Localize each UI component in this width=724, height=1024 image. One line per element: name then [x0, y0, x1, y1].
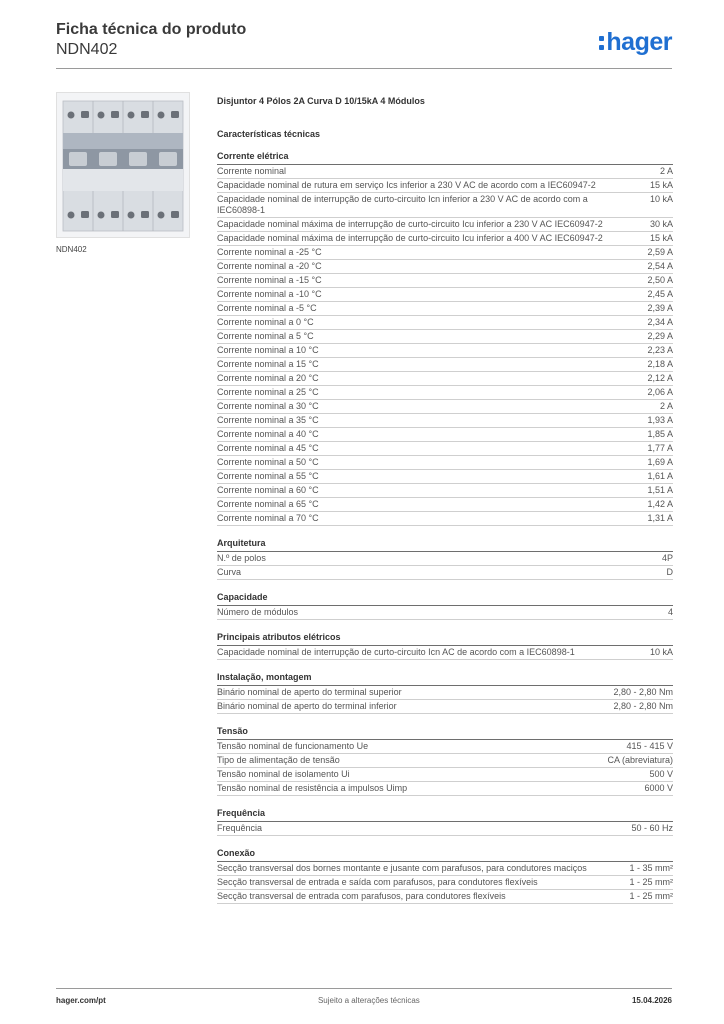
spec-row [217, 274, 673, 288]
spec-label: Corrente nominal a -25 °C [217, 247, 322, 257]
spec-row [217, 232, 673, 246]
spec-groups [217, 151, 673, 904]
spec-row [217, 470, 673, 484]
spec-value: 10 kA [649, 647, 673, 657]
spec-label: Corrente nominal a 5 °C [217, 331, 314, 341]
spec-row [217, 876, 673, 890]
footer-note: Sujeito a alterações técnicas [317, 996, 420, 1005]
spec-value: 2,29 A [647, 331, 673, 341]
product-image [56, 92, 190, 238]
spec-label: N.º de polos [217, 553, 266, 563]
spec-group [217, 848, 673, 904]
logo-dots-icon [599, 36, 604, 50]
spec-value: 15 kA [649, 233, 673, 243]
spec-group-title: Frequência [217, 808, 673, 822]
spec-label: Binário nominal de aperto do terminal inferior [217, 701, 397, 711]
spec-value: 2,23 A [647, 345, 673, 355]
spec-row [217, 552, 673, 566]
spec-label: Corrente nominal a 45 °C [217, 443, 319, 453]
spec-group [217, 632, 673, 660]
spec-label: Secção transversal dos bornes montante e jusante com parafusos, para condutores maciços [217, 863, 587, 873]
spec-value: 500 V [649, 769, 673, 779]
spec-row [217, 498, 673, 512]
spec-row [217, 344, 673, 358]
spec-row [217, 193, 673, 218]
spec-group-title: Capacidade [217, 592, 673, 606]
spec-label: Corrente nominal a 40 °C [217, 429, 319, 439]
spec-value: 1,61 A [647, 471, 673, 481]
spec-row [217, 740, 673, 754]
spec-label: Corrente nominal a -10 °C [217, 289, 322, 299]
spec-label: Capacidade nominal de interrupção de curto-circuito Icn inferior a 230 V AC de acordo com a IEC60898-1 [217, 194, 588, 215]
spec-row [217, 484, 673, 498]
spec-row [217, 260, 673, 274]
spec-label: Corrente nominal a 50 °C [217, 457, 319, 467]
spec-label: Corrente nominal a -15 °C [217, 275, 322, 285]
spec-row [217, 822, 673, 836]
spec-row [217, 288, 673, 302]
spec-label: Corrente nominal a -20 °C [217, 261, 322, 271]
hager-logo [599, 28, 672, 57]
spec-label: Corrente nominal a 30 °C [217, 401, 319, 411]
spec-label: Tensão nominal de isolamento Ui [217, 769, 350, 779]
footer-date: 15.04.2026 [631, 996, 672, 1005]
spec-row [217, 456, 673, 470]
spec-group-title: Corrente elétrica [217, 151, 673, 165]
spec-row [217, 316, 673, 330]
spec-value: 4P [661, 553, 673, 563]
spec-label: Secção transversal de entrada e saída com parafusos, para condutores flexíveis [217, 877, 538, 887]
product-title: Disjuntor 4 Pólos 2A Curva D 10/15kA 4 Módulos [217, 96, 425, 106]
spec-value: 1,77 A [647, 443, 673, 453]
spec-row [217, 646, 673, 660]
spec-value: 2,50 A [647, 275, 673, 285]
spec-label: Corrente nominal a 20 °C [217, 373, 319, 383]
spec-value: 2,12 A [647, 373, 673, 383]
spec-value: 1,69 A [647, 457, 673, 467]
spec-label: Corrente nominal a 70 °C [217, 513, 319, 523]
image-caption: NDN402 [56, 245, 87, 254]
spec-value: 1 - 35 mm² [629, 863, 673, 873]
spec-row [217, 442, 673, 456]
spec-label: Corrente nominal a 55 °C [217, 471, 319, 481]
spec-group [217, 808, 673, 836]
spec-row [217, 754, 673, 768]
spec-row [217, 890, 673, 904]
spec-group-title: Instalação, montagem [217, 672, 673, 686]
spec-row [217, 372, 673, 386]
spec-row [217, 700, 673, 714]
spec-value: 2 A [659, 401, 673, 411]
spec-row [217, 165, 673, 179]
spec-row [217, 566, 673, 580]
spec-value: 1,42 A [647, 499, 673, 509]
spec-group-title: Arquitetura [217, 538, 673, 552]
spec-label: Tensão nominal de funcionamento Ue [217, 741, 369, 751]
spec-value: 2,18 A [647, 359, 673, 369]
spec-row [217, 782, 673, 796]
spec-label: Capacidade nominal de interrupção de curto-circuito Icn AC de acordo com a IEC60898-1 [217, 647, 575, 657]
spec-label: Frequência [217, 823, 263, 833]
spec-value: CA (abreviatura) [607, 755, 673, 765]
spec-value: 2,34 A [647, 317, 673, 327]
spec-row [217, 179, 673, 193]
spec-label: Secção transversal de entrada com parafusos, para condutores flexíveis [217, 891, 506, 901]
spec-label: Número de módulos [217, 607, 299, 617]
footer-divider [56, 988, 672, 989]
spec-label: Capacidade nominal máxima de interrupção de curto-circuito Icu inferior a 230 V AC IEC60947-2 [217, 219, 603, 229]
spec-value: 2,54 A [647, 261, 673, 271]
spec-label: Tensão nominal de resistência a impulsos Uimp [217, 783, 408, 793]
spec-value: 2,59 A [647, 247, 673, 257]
spec-value: 4 [667, 607, 673, 617]
spec-group [217, 726, 673, 796]
spec-label: Corrente nominal a 10 °C [217, 345, 319, 355]
group-spacer [217, 526, 673, 538]
page-header [56, 20, 672, 68]
spec-value: 1,93 A [647, 415, 673, 425]
spec-row [217, 330, 673, 344]
group-spacer [217, 580, 673, 592]
spec-label: Curva [217, 567, 242, 577]
section-heading: Características técnicas [217, 129, 321, 139]
spec-group-title: Conexão [217, 848, 673, 862]
spec-row [217, 302, 673, 316]
footer-website[interactable]: hager.com/pt [56, 996, 106, 1005]
spec-label: Corrente nominal a 25 °C [217, 387, 319, 397]
spec-value: 6000 V [644, 783, 673, 793]
group-spacer [217, 620, 673, 632]
spec-value: 50 - 60 Hz [631, 823, 673, 833]
spec-value: 1 - 25 mm² [629, 891, 673, 901]
spec-group [217, 538, 673, 580]
spec-value: 10 kA [649, 194, 673, 204]
spec-row [217, 512, 673, 526]
group-spacer [217, 836, 673, 848]
spec-value: 2 A [659, 166, 673, 176]
spec-value: 2,06 A [647, 387, 673, 397]
spec-row [217, 246, 673, 260]
spec-row [217, 606, 673, 620]
logo-text: hager [606, 28, 672, 56]
spec-label: Corrente nominal a 65 °C [217, 499, 319, 509]
spec-row [217, 358, 673, 372]
spec-row [217, 218, 673, 232]
spec-group [217, 592, 673, 620]
spec-row [217, 862, 673, 876]
spec-value: 1,31 A [647, 513, 673, 523]
spec-value: 2,80 - 2,80 Nm [613, 687, 673, 697]
group-spacer [217, 714, 673, 726]
spec-value: 2,80 - 2,80 Nm [613, 701, 673, 711]
group-spacer [217, 796, 673, 808]
spec-label: Binário nominal de aperto do terminal superior [217, 687, 402, 697]
spec-label: Tipo de alimentação de tensão [217, 755, 340, 765]
spec-group [217, 151, 673, 526]
document-title: Ficha técnica do produto [56, 21, 247, 38]
spec-label: Corrente nominal a 15 °C [217, 359, 319, 369]
spec-label: Corrente nominal a 35 °C [217, 415, 319, 425]
spec-value: 30 kA [649, 219, 673, 229]
spec-row [217, 400, 673, 414]
spec-row [217, 428, 673, 442]
spec-value: 415 - 415 V [626, 741, 673, 751]
spec-content [217, 96, 673, 904]
spec-value: D [666, 567, 673, 577]
spec-value: 15 kA [649, 180, 673, 190]
spec-label: Corrente nominal a 0 °C [217, 317, 314, 327]
spec-row [217, 768, 673, 782]
page-footer [56, 996, 672, 1005]
spec-label: Corrente nominal a 60 °C [217, 485, 319, 495]
spec-group-title: Principais atributos elétricos [217, 632, 673, 646]
circuit-breaker-illustration [57, 93, 189, 237]
spec-row [217, 414, 673, 428]
spec-value: 1,51 A [647, 485, 673, 495]
spec-label: Corrente nominal [217, 166, 287, 176]
spec-group-title: Tensão [217, 726, 673, 740]
spec-row [217, 686, 673, 700]
spec-value: 1,85 A [647, 429, 673, 439]
spec-label: Corrente nominal a -5 °C [217, 303, 317, 313]
spec-row [217, 386, 673, 400]
header-divider [56, 68, 672, 69]
spec-group [217, 672, 673, 714]
spec-value: 1 - 25 mm² [629, 877, 673, 887]
spec-label: Capacidade nominal de rutura em serviço Ics inferior a 230 V AC de acordo com a IEC60947-2 [217, 180, 596, 190]
spec-value: 2,39 A [647, 303, 673, 313]
group-spacer [217, 660, 673, 672]
product-code: NDN402 [56, 41, 118, 58]
spec-value: 2,45 A [647, 289, 673, 299]
spec-label: Capacidade nominal máxima de interrupção de curto-circuito Icu inferior a 400 V AC IEC60947-2 [217, 233, 603, 243]
